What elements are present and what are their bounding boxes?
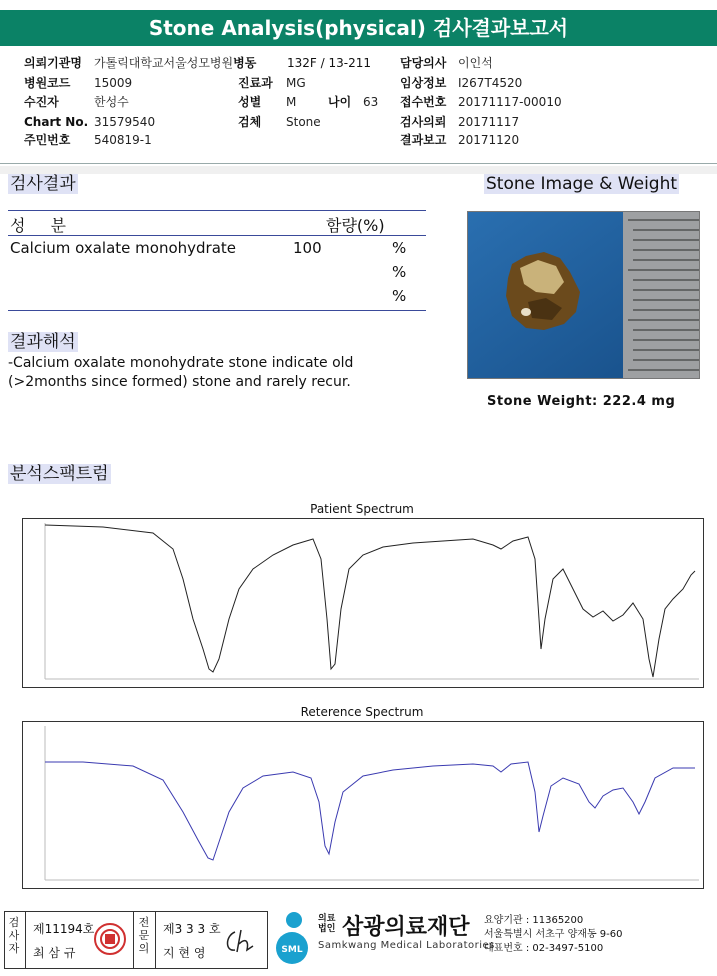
id-label: 주민번호: [24, 133, 71, 147]
signature-divider: [155, 912, 156, 968]
interpretation-line-1: -Calcium oxalate monohydrate stone indicate old: [8, 355, 354, 371]
interpretation-heading: 결과해석: [10, 332, 76, 352]
hospital-code-field: [24, 76, 132, 90]
spectrum-heading: 분석스팩트럼: [10, 464, 109, 484]
specialist-signature: [223, 926, 263, 956]
component-unit: %: [392, 239, 407, 257]
sml-logo-text: SML: [281, 945, 303, 955]
chart-field: [24, 115, 155, 129]
request-value: 20171117: [458, 115, 520, 129]
separator-band: [0, 166, 717, 174]
chart-value: 31579540: [94, 115, 156, 129]
table-row: [8, 284, 426, 308]
report-title: Stone Analysis(physical) 검사결과보고서: [0, 10, 717, 46]
specialist-name: 지 현 영: [163, 946, 206, 960]
dept-field: [238, 76, 306, 90]
component-amount: 100: [293, 239, 322, 257]
table-bottom-rule: [8, 310, 426, 311]
clinical-label: 임상정보: [400, 76, 447, 90]
hospital-code-label: 병원코드: [24, 76, 71, 90]
org-name: 삼광의료재단: [342, 915, 470, 940]
specimen-value: Stone: [286, 115, 321, 129]
report-date-value: 20171120: [458, 133, 520, 147]
doctor-label: 담당의사: [400, 56, 447, 70]
patient-spectrum-chart: [22, 518, 704, 688]
result-table: [8, 210, 426, 311]
doctor-value: 이인석: [458, 56, 493, 70]
examiner-seal: [93, 922, 127, 956]
result-table-header: [8, 210, 426, 236]
signature-divider: [25, 912, 26, 968]
component-unit: %: [392, 287, 407, 305]
specialist-number: 제3 3 3 호: [163, 922, 221, 936]
sex-field: [238, 95, 378, 109]
component-unit: %: [392, 263, 407, 281]
request-field: [400, 115, 519, 129]
footer: [0, 908, 717, 976]
contact-info: [484, 914, 623, 956]
receipt-label: 접수번호: [400, 95, 447, 109]
chart-label: Chart No.: [24, 115, 89, 129]
specimen-field: [238, 115, 321, 129]
id-field: [24, 133, 152, 147]
examiner-number: 제11194호: [33, 922, 95, 936]
age-value: 63: [363, 95, 379, 109]
specialist-label: 전문의: [138, 916, 150, 955]
stone-photo-graphic: [468, 212, 700, 379]
sml-logo-icon: [272, 910, 316, 964]
signature-box: [4, 911, 268, 969]
org-tag: 의료 법인: [318, 914, 336, 934]
doctor-field: [400, 56, 493, 70]
table-row: [8, 236, 426, 260]
stone-weight: Stone Weight: 222.4 mg: [487, 394, 676, 409]
receipt-value: 20171117-00010: [458, 95, 562, 109]
patient-info-block: [0, 52, 717, 164]
report-date-label: 결과보고: [400, 133, 447, 147]
patient-spectrum-title: Patient Spectrum: [310, 502, 414, 516]
reference-spectrum-chart: [22, 721, 704, 889]
hospital-code-value: 15009: [94, 76, 133, 90]
signature-divider: [133, 912, 134, 968]
stone-heading: Stone Image & Weight: [486, 174, 678, 194]
table-row: [8, 260, 426, 284]
patient-field: [24, 95, 129, 109]
reference-spectrum-title: Reterence Spectrum: [300, 705, 424, 719]
age-label: 나이: [328, 95, 352, 109]
ward-value: 132F / 13-211: [287, 56, 371, 70]
report-date-field: [400, 133, 519, 147]
request-label: 검사의뢰: [400, 115, 447, 129]
clinical-value: I267T4520: [458, 76, 523, 90]
component-name: Calcium oxalate monohydrate: [10, 239, 237, 257]
stone-photo: [467, 211, 700, 379]
examiner-label: 검사자: [8, 916, 20, 955]
ward-label: 병동: [233, 56, 257, 70]
patient-spectrum-line: [45, 525, 695, 677]
amount-column-header: 함량(%): [326, 216, 385, 235]
contact-phone: 대표번호 : 02-3497-5100: [484, 943, 604, 954]
org-name-english: Samkwang Medical Laboratories: [318, 940, 495, 951]
institution-field: [24, 56, 256, 70]
receipt-field: [400, 95, 562, 109]
examiner-name: 최 삼 규: [33, 946, 76, 960]
reference-spectrum-line: [45, 762, 695, 860]
interpretation-text: [8, 354, 353, 392]
clinical-field: [400, 76, 522, 90]
reference-spectrum-svg: [23, 722, 703, 888]
institution-value: 가톨릭대학교서울성모병원: [94, 56, 234, 70]
contact-address: 서울특별시 서초구 양재동 9-60: [484, 929, 623, 940]
dept-label: 진료과: [238, 76, 273, 90]
specimen-label: 검체: [238, 115, 262, 129]
institution-label: 의뢰기관명: [24, 56, 82, 70]
sex-label: 성별: [238, 95, 262, 109]
result-heading: 검사결과: [10, 174, 76, 194]
patient-value: 한성수: [94, 95, 129, 109]
patient-spectrum-svg: [23, 519, 703, 687]
interpretation-line-2: (>2months since formed) stone and rarely recur.: [8, 374, 351, 390]
dept-value: MG: [286, 76, 306, 90]
id-value: 540819-1: [94, 133, 152, 147]
sex-value: M: [286, 95, 297, 109]
contact-institution-code: 요양기관 : 11365200: [484, 915, 584, 926]
patient-label: 수진자: [24, 95, 59, 109]
component-column-header: 성 분: [10, 216, 76, 235]
